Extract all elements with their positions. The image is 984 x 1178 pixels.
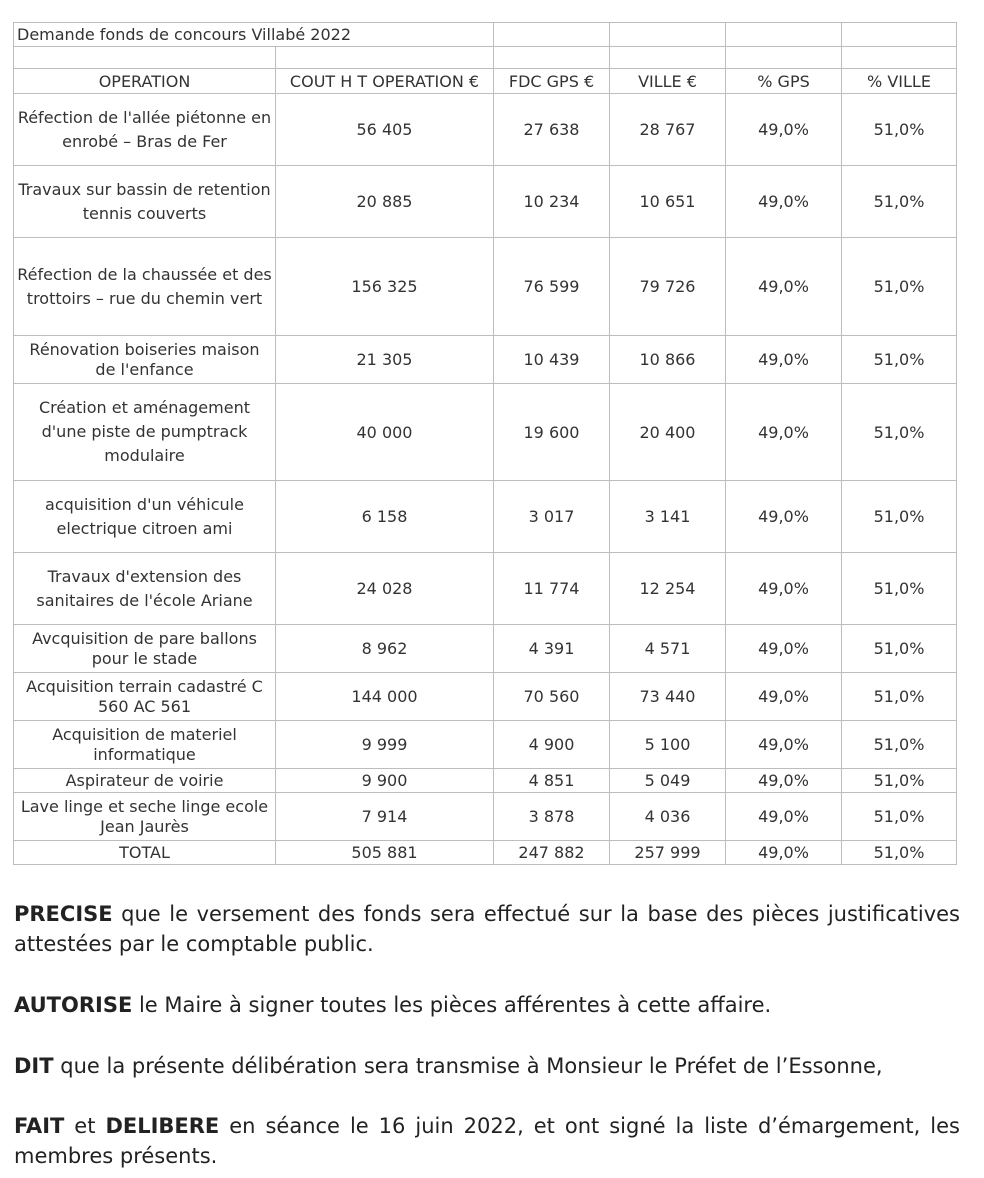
table-row xyxy=(14,94,957,166)
table-title: Demande fonds de concours Villabé 2022 xyxy=(14,23,494,47)
operation-cell: Réfection de la chaussée et des trottoirs – rue du chemin vert xyxy=(14,238,276,336)
cout-cell: 9 999 xyxy=(276,721,494,769)
pct-gps-cell: 49,0% xyxy=(726,625,842,673)
operation-cell: Acquisition terrain cadastré C 560 AC 561 xyxy=(14,673,276,721)
ville-cell: 79 726 xyxy=(610,238,726,336)
operation-cell: Travaux d'extension des sanitaires de l'école Ariane xyxy=(14,553,276,625)
pct-ville-cell: 51,0% xyxy=(842,721,957,769)
total-cout: 505 881 xyxy=(276,841,494,865)
table-row xyxy=(14,673,957,721)
operation-cell: Rénovation boiseries maison de l'enfance xyxy=(14,336,276,384)
operation-cell: Création et aménagement d'une piste de pumptrack modulaire xyxy=(14,384,276,481)
pct-gps-cell: 49,0% xyxy=(726,481,842,553)
pct-gps-cell: 49,0% xyxy=(726,553,842,625)
ville-cell: 5 100 xyxy=(610,721,726,769)
cout-cell: 156 325 xyxy=(276,238,494,336)
table-row xyxy=(14,721,957,769)
total-fdc: 247 882 xyxy=(494,841,610,865)
pct-gps-cell: 49,0% xyxy=(726,336,842,384)
table-row xyxy=(14,384,957,481)
table-row xyxy=(14,553,957,625)
ville-cell: 3 141 xyxy=(610,481,726,553)
cout-cell: 24 028 xyxy=(276,553,494,625)
paragraph-autorise xyxy=(14,990,960,1020)
operation-cell: Avcquisition de pare ballons pour le stade xyxy=(14,625,276,673)
cout-cell: 8 962 xyxy=(276,625,494,673)
pct-ville-cell: 51,0% xyxy=(842,166,957,238)
ville-cell: 73 440 xyxy=(610,673,726,721)
pct-ville-cell: 51,0% xyxy=(842,673,957,721)
cout-cell: 9 900 xyxy=(276,769,494,793)
pct-ville-cell: 51,0% xyxy=(842,94,957,166)
operation-cell: Lave linge et seche linge ecole Jean Jaurès xyxy=(14,793,276,841)
delibere-keyword: DELIBERE xyxy=(105,1114,220,1138)
operation-cell: Travaux sur bassin de retention tennis couverts xyxy=(14,166,276,238)
fdc-cell: 10 234 xyxy=(494,166,610,238)
pct-ville-cell: 51,0% xyxy=(842,336,957,384)
header-operation: OPERATION xyxy=(14,69,276,94)
fdc-cell: 11 774 xyxy=(494,553,610,625)
paragraph-fait xyxy=(14,1111,960,1171)
pct-gps-cell: 49,0% xyxy=(726,384,842,481)
header-pct-gps: % GPS xyxy=(726,69,842,94)
cout-cell: 6 158 xyxy=(276,481,494,553)
pct-ville-cell: 51,0% xyxy=(842,238,957,336)
pct-ville-cell: 51,0% xyxy=(842,553,957,625)
operation-cell: Réfection de l'allée piétonne en enrobé – Bras de Fer xyxy=(14,94,276,166)
fdc-cell: 3 017 xyxy=(494,481,610,553)
fait-keyword: FAIT xyxy=(14,1114,65,1138)
cout-cell: 56 405 xyxy=(276,94,494,166)
total-pct-gps: 49,0% xyxy=(726,841,842,865)
cout-cell: 7 914 xyxy=(276,793,494,841)
pct-ville-cell: 51,0% xyxy=(842,769,957,793)
operation-cell: acquisition d'un véhicule electrique citroen ami xyxy=(14,481,276,553)
total-row xyxy=(14,841,957,865)
pct-ville-cell: 51,0% xyxy=(842,793,957,841)
paragraph-precise xyxy=(14,899,960,959)
fdc-cell: 4 900 xyxy=(494,721,610,769)
dit-text: que la présente délibération sera transmise à Monsieur le Préfet de l’Essonne, xyxy=(53,1054,883,1078)
fait-members-text: les membres présents. xyxy=(14,1114,960,1168)
precise-keyword: PRECISE xyxy=(14,902,113,926)
pct-ville-cell: 51,0% xyxy=(842,625,957,673)
fdc-cell: 4 851 xyxy=(494,769,610,793)
total-ville: 257 999 xyxy=(610,841,726,865)
table-row xyxy=(14,793,957,841)
table-row xyxy=(14,625,957,673)
header-fdc: FDC GPS € xyxy=(494,69,610,94)
table-row xyxy=(14,166,957,238)
table-row xyxy=(14,336,957,384)
pct-gps-cell: 49,0% xyxy=(726,94,842,166)
fait-signature-text: , et ont signé la liste d’émargement, xyxy=(517,1114,921,1138)
fdc-cell: 76 599 xyxy=(494,238,610,336)
ville-cell: 10 866 xyxy=(610,336,726,384)
precise-text: que le versement des fonds sera effectué sur la base des pièces justificatives attestées par le comptable public. xyxy=(14,902,960,956)
funding-table xyxy=(13,22,957,865)
fdc-cell: 70 560 xyxy=(494,673,610,721)
total-label: TOTAL xyxy=(14,841,276,865)
table-row xyxy=(14,481,957,553)
header-row xyxy=(14,69,957,94)
autorise-text: le Maire à signer toutes les pièces afférentes à cette affaire. xyxy=(132,993,772,1017)
autorise-keyword: AUTORISE xyxy=(14,993,133,1017)
table-row xyxy=(14,238,957,336)
pct-gps-cell: 49,0% xyxy=(726,238,842,336)
header-ville: VILLE € xyxy=(610,69,726,94)
pct-ville-cell: 51,0% xyxy=(842,481,957,553)
table-row xyxy=(14,769,957,793)
ville-cell: 4 571 xyxy=(610,625,726,673)
pct-gps-cell: 49,0% xyxy=(726,793,842,841)
cout-cell: 40 000 xyxy=(276,384,494,481)
fdc-cell: 19 600 xyxy=(494,384,610,481)
pct-gps-cell: 49,0% xyxy=(726,721,842,769)
ville-cell: 4 036 xyxy=(610,793,726,841)
fait-mid-text: et xyxy=(64,1114,106,1138)
header-pct-ville: % VILLE xyxy=(842,69,957,94)
pct-ville-cell: 51,0% xyxy=(842,384,957,481)
ville-cell: 5 049 xyxy=(610,769,726,793)
header-cout: COUT H T OPERATION € xyxy=(276,69,494,94)
total-pct-ville: 51,0% xyxy=(842,841,957,865)
pct-gps-cell: 49,0% xyxy=(726,769,842,793)
operation-cell: Acquisition de materiel informatique xyxy=(14,721,276,769)
table-title-row xyxy=(14,23,957,47)
dit-keyword: DIT xyxy=(14,1054,54,1078)
ville-cell: 20 400 xyxy=(610,384,726,481)
blank-row xyxy=(14,47,957,69)
paragraph-dit xyxy=(14,1051,960,1081)
operation-cell: Aspirateur de voirie xyxy=(14,769,276,793)
cout-cell: 21 305 xyxy=(276,336,494,384)
fdc-cell: 27 638 xyxy=(494,94,610,166)
fdc-cell: 4 391 xyxy=(494,625,610,673)
cout-cell: 20 885 xyxy=(276,166,494,238)
pct-gps-cell: 49,0% xyxy=(726,673,842,721)
ville-cell: 28 767 xyxy=(610,94,726,166)
ville-cell: 10 651 xyxy=(610,166,726,238)
cout-cell: 144 000 xyxy=(276,673,494,721)
pct-gps-cell: 49,0% xyxy=(726,166,842,238)
fait-date-text: en séance le 16 juin 2022 xyxy=(219,1114,518,1138)
fdc-cell: 10 439 xyxy=(494,336,610,384)
fdc-cell: 3 878 xyxy=(494,793,610,841)
ville-cell: 12 254 xyxy=(610,553,726,625)
